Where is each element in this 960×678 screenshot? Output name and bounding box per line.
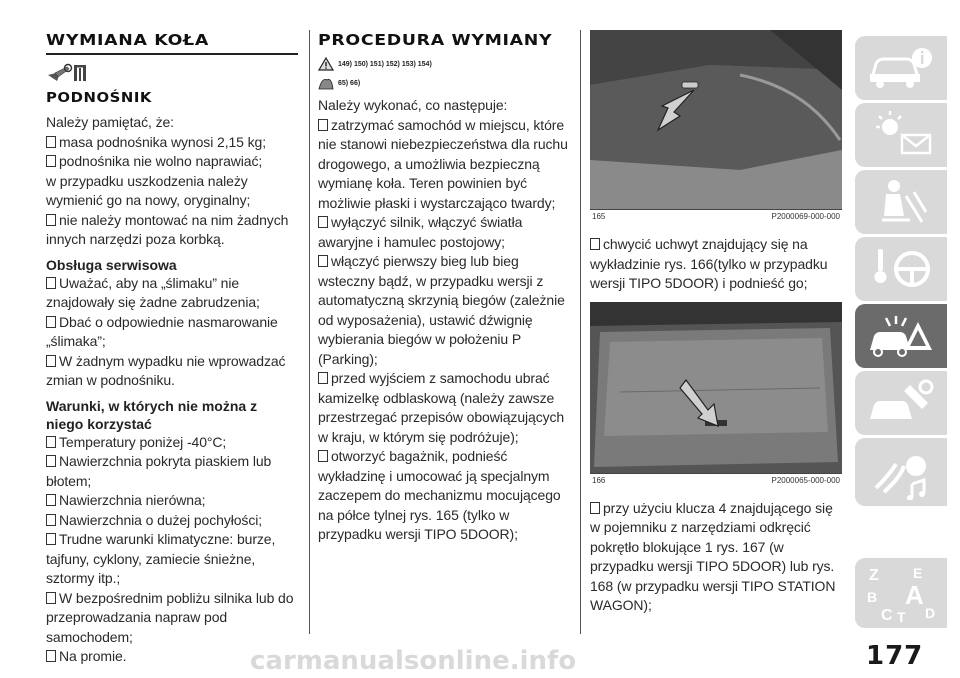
list-item: W żadnym wypadku nie wprowadzać zmian w podnośniku. [46, 352, 286, 388]
figure-166 [590, 302, 842, 474]
section-title: PROCEDURA WYMIANY [318, 31, 553, 49]
column-divider [580, 30, 581, 634]
page-number: 177 [866, 641, 924, 671]
list-item: masa podnośnika wynosi 2,15 kg; [46, 133, 298, 153]
bullet-box-icon [590, 502, 600, 514]
list-item: W bezpośrednim pobliżu silnika lub do przeprowadzania napraw pod samochodem; [46, 589, 294, 645]
multimedia-icon [866, 444, 936, 500]
svg-text:B: B [867, 589, 878, 605]
dashboard-lights-icon [866, 109, 936, 161]
svg-text:E: E [913, 565, 923, 581]
tools-indicator [46, 63, 298, 83]
svg-text:C: C [881, 607, 893, 624]
ref-numbers: 65) 66) [338, 79, 361, 87]
bullet-box-icon [318, 216, 328, 228]
list-item: podnośnika nie wolno naprawiać; [46, 152, 298, 172]
bullet-box-icon [46, 494, 56, 506]
figure-number: 165 [592, 212, 606, 221]
subheading: Obsługa serwisowa [46, 256, 177, 273]
tab-multimedia[interactable] [855, 438, 947, 506]
bullet-box-icon [590, 238, 600, 250]
safety-airbag-icon [866, 176, 936, 228]
bullet-box-icon [318, 255, 328, 267]
bullet-box-icon [318, 450, 328, 462]
column-middle [318, 30, 576, 545]
warning-triangle-icon [318, 57, 334, 71]
column-right [590, 30, 842, 616]
driving-steering-icon [866, 243, 936, 295]
title-underline [46, 53, 298, 55]
svg-text:Z: Z [869, 567, 879, 584]
figure-number: 166 [592, 475, 606, 485]
list-item: Dbać o odpowiednie nasmarowanie „ślimaka”; [46, 313, 278, 349]
list-item: Nawierzchnia nierówna; [46, 491, 298, 511]
paragraph: Należy wykonać, co następuje: [318, 97, 508, 113]
section-title: WYMIANA KOŁA [46, 31, 209, 49]
subheading: Warunki, w których nie można z niego korzystać [46, 397, 258, 432]
list-item: Na promie. [46, 647, 298, 667]
bullet-box-icon [46, 592, 56, 604]
bullet-box-icon [318, 119, 328, 131]
tab-dashboard[interactable] [855, 103, 947, 167]
figure-caption [590, 474, 842, 485]
list-item: zatrzymać samochód w miejscu, które nie stanowi niebezpieczeństwa dla ruchu drogowego, a umożliwia bezpieczną wymianę koła. Teren powinien być możliwie płaski i wystarczająco twardy; [318, 116, 568, 211]
tab-driving[interactable] [855, 237, 947, 301]
svg-text:D: D [925, 605, 936, 621]
column-divider [309, 30, 310, 634]
list-item: włączyć pierwszy bieg lub bieg wsteczny bądź, w przypadku wersji z automatyczną skrzynią biegów (zależnie od wyposażenia), ustawić dźwignię wybierania biegów w położeniu P (Parking); [318, 253, 565, 367]
tab-emergency[interactable] [855, 304, 947, 368]
list-item: Temperatury poniżej -40°C; [46, 433, 298, 453]
caution-icon [318, 76, 334, 90]
warning-refs [318, 56, 576, 72]
car-info-icon [866, 44, 936, 92]
maintenance-icon [866, 377, 936, 429]
list-item: Nawierzchnia pokryta piaskiem lub błotem; [46, 453, 272, 489]
figure-165 [590, 30, 842, 210]
index-icon [863, 562, 939, 624]
tab-safety[interactable] [855, 170, 947, 234]
tab-maintenance[interactable] [855, 371, 947, 435]
paragraph: w przypadku uszkodzenia należy wymienić go na nowy, oryginalny; [46, 172, 251, 208]
bullet-box-icon [46, 533, 56, 545]
list-item: chwycić uchwyt znajdujący się na wykładzinie rys. 166(tylko w przypadku wersji TIPO 5DOOR) i podnieść go; [590, 236, 828, 291]
bullet-box-icon [46, 355, 56, 367]
bullet-box-icon [46, 155, 56, 167]
bullet-box-icon [46, 316, 56, 328]
subsection-title: PODNOŚNIK [46, 90, 152, 106]
figure-code: P2000065-000-000 [771, 475, 840, 485]
list-item: przy użyciu klucza 4 znajdującego się w pojemniku z narzędziami odkręcić pokrętło blokujące 1 rys. 167 (w przypadku wersji TIPO 5DOOR) lub rys. 168 (w przypadku wersji TIPO STATION WAGON); [590, 499, 836, 613]
tab-car-info[interactable] [855, 36, 947, 100]
list-item: Trudne warunki klimatyczne: burze, tajfuny, cyklony, zamiecie śnieżne, sztormy itp.; [46, 531, 276, 586]
bullet-box-icon [46, 277, 56, 289]
list-item: Uważać, aby na „ślimaku” nie znajdowały się żadne zabrudzenia; [46, 274, 260, 310]
list-item: Nawierzchnia o dużej pochyłości; [46, 511, 298, 531]
bullet-box-icon [46, 136, 56, 148]
paragraph: Należy pamiętać, że: [46, 114, 174, 130]
svg-text:T: T [897, 609, 906, 624]
list-item: przed wyjściem z samochodu ubrać kamizelkę odblaskową (należy zawsze przestrzegać przepisów obowiązujących w kraju, w którym się podróżuje); [318, 370, 565, 445]
ref-numbers: 149) 150) 151) 152) 153) 154) [338, 60, 432, 68]
bullet-box-icon [46, 514, 56, 526]
figure-caption [590, 210, 842, 221]
watermark: carmanualsonline.info [250, 646, 577, 676]
trunk-floor-illustration [590, 302, 842, 474]
list-item: otworzyć bagażnik, podnieść wykładzinę i umocować ją specjalnym zaczepem do mechanizmu mocującego na półce tylnej rys. 165 (tylko w przypadku wersji TIPO 5DOOR); [318, 448, 561, 542]
figure-code: P2000069-000-000 [771, 212, 840, 221]
list-item: wyłączyć silnik, włączyć światła awaryjne i hamulec postojowy; [318, 214, 523, 250]
bullet-box-icon [46, 436, 56, 448]
emergency-icon [866, 310, 936, 362]
trunk-shelf-illustration [590, 30, 842, 210]
wrench-icon [46, 63, 90, 83]
bullet-box-icon [46, 650, 56, 662]
list-item: nie należy montować na nim żadnych innych narzędzi poza korbką. [46, 211, 289, 247]
bullet-box-icon [46, 214, 56, 226]
column-left [46, 30, 298, 667]
svg-text:A: A [905, 580, 924, 610]
caution-refs [318, 75, 576, 91]
tab-index[interactable] [855, 558, 947, 628]
bullet-box-icon [318, 372, 328, 384]
bullet-box-icon [46, 455, 56, 467]
